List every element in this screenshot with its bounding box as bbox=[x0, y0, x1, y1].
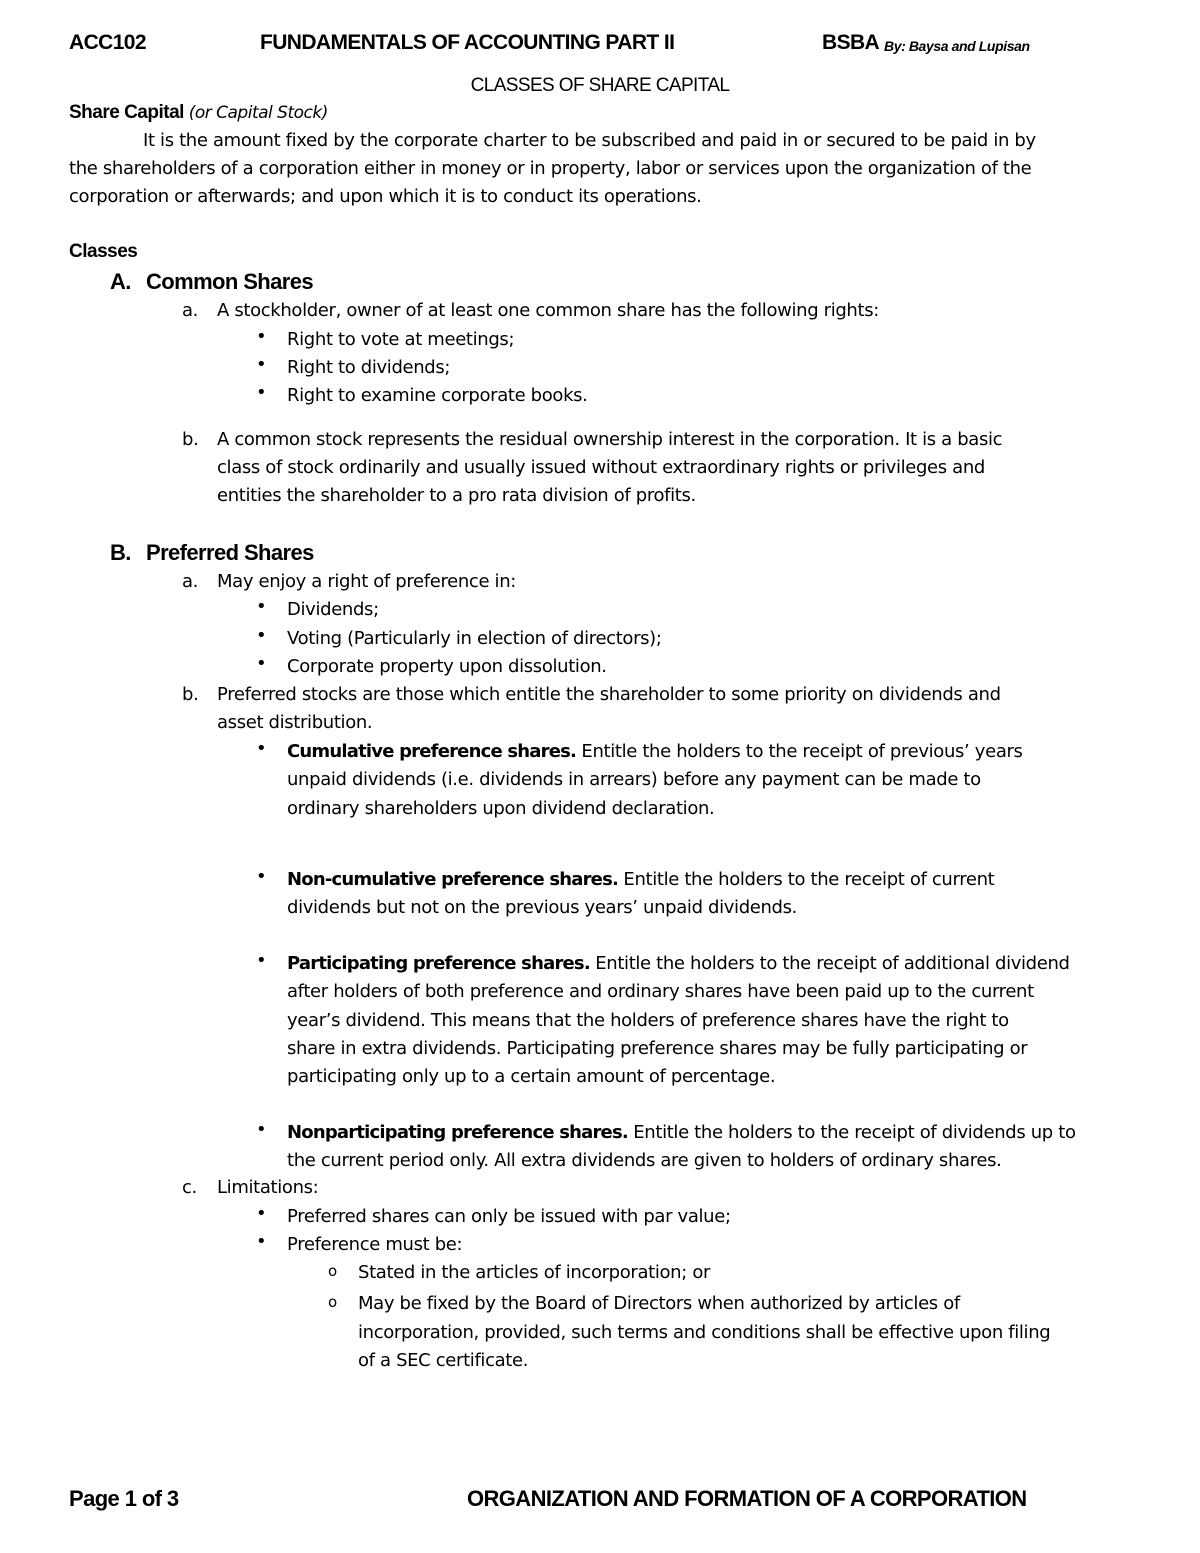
limitation-2: Preference must be: bbox=[287, 1234, 463, 1255]
document-title: CLASSES OF SHARE CAPITAL bbox=[470, 75, 730, 96]
preferred-a-text: May enjoy a right of preference in: bbox=[217, 571, 516, 592]
participating-def: Entitle the holders to the receipt of additional dividend bbox=[589, 953, 1070, 974]
noncumulative-line-2: dividends but not on the previous years’ unpaid dividends. bbox=[287, 897, 798, 918]
bullet-icon: • bbox=[256, 1231, 267, 1252]
circle-bullet-icon: o bbox=[328, 1262, 338, 1280]
share-capital-heading bbox=[69, 102, 328, 124]
cumulative-def: Entitle the holders to the receipt of previous’ years bbox=[576, 741, 1023, 762]
bullet-icon: • bbox=[256, 866, 267, 887]
bullet-icon: • bbox=[256, 1119, 267, 1140]
share-capital-line-2: the shareholders of a corporation either in money or in property, labor or services upon the organization of the bbox=[69, 158, 1032, 179]
bullet-icon: • bbox=[256, 625, 267, 646]
bullet-icon: • bbox=[256, 382, 267, 403]
participating-line-4: share in extra dividends. Participating preference shares may be fully participating or bbox=[287, 1038, 1028, 1059]
share-capital-line-1: It is the amount fixed by the corporate charter to be subscribed and paid in or secured to be paid in by bbox=[143, 130, 1036, 151]
bullet-icon: • bbox=[256, 653, 267, 674]
common-right-1: Right to vote at meetings; bbox=[287, 329, 515, 350]
bullet-icon: • bbox=[256, 326, 267, 347]
share-capital-term: Share Capital bbox=[69, 102, 184, 123]
bullet-icon: • bbox=[256, 950, 267, 971]
participating-line-1 bbox=[287, 950, 1070, 979]
course-title: FUNDAMENTALS OF ACCOUNTING PART II bbox=[260, 31, 675, 54]
common-b-line-1: A common stock represents the residual ownership interest in the corporation. It is a basic bbox=[217, 429, 1003, 450]
authors: By: Baysa and Lupisan bbox=[884, 38, 1030, 54]
nonparticipating-term: Nonparticipating preference shares. bbox=[287, 1122, 628, 1143]
circle-bullet-icon: o bbox=[328, 1293, 338, 1311]
preferred-shares-heading: Preferred Shares bbox=[146, 540, 314, 565]
bullet-icon: • bbox=[256, 738, 267, 759]
participating-line-5: participating only up to a certain amount of percentage. bbox=[287, 1066, 776, 1087]
common-right-2: Right to dividends; bbox=[287, 357, 451, 378]
noncumulative-line-1 bbox=[287, 866, 994, 895]
common-b-line-2: class of stock ordinarily and usually issued without extraordinary rights or privileges and bbox=[217, 457, 985, 478]
common-a-marker: a. bbox=[182, 300, 199, 321]
common-b-line-3: entities the shareholder to a pro rata division of profits. bbox=[217, 485, 696, 506]
program-label: BSBA bbox=[822, 31, 880, 54]
common-right-3: Right to examine corporate books. bbox=[287, 385, 588, 406]
noncumulative-def: Entitle the holders to the receipt of current bbox=[618, 869, 995, 890]
nonparticipating-def: Entitle the holders to the receipt of dividends up to bbox=[627, 1122, 1076, 1143]
participating-line-2: after holders of both preference and ordinary shares have been paid up to the current bbox=[287, 981, 1034, 1002]
preferred-a-marker: a. bbox=[182, 571, 199, 592]
preferred-letter: B. bbox=[110, 540, 131, 565]
limitation-1: Preferred shares can only be issued with par value; bbox=[287, 1206, 731, 1227]
common-a-text: A stockholder, owner of at least one common share has the following rights: bbox=[217, 300, 879, 321]
common-letter: A. bbox=[110, 269, 131, 294]
bullet-icon: • bbox=[256, 1203, 267, 1224]
bullet-icon: • bbox=[256, 354, 267, 375]
preferred-b-line-2: asset distribution. bbox=[217, 712, 373, 733]
cumulative-line-2: unpaid dividends (i.e. dividends in arrears) before any payment can be made to bbox=[287, 769, 981, 790]
cumulative-line-1 bbox=[287, 738, 1023, 767]
classes-heading: Classes bbox=[69, 241, 138, 262]
cumulative-line-3: ordinary shareholders upon dividend declaration. bbox=[287, 798, 715, 819]
preferred-b-marker: b. bbox=[182, 684, 199, 705]
share-capital-note: (or Capital Stock) bbox=[188, 103, 328, 123]
nonparticipating-line-1 bbox=[287, 1119, 1076, 1148]
preference-condition-1: Stated in the articles of incorporation; or bbox=[358, 1262, 711, 1283]
preferred-b-line-1: Preferred stocks are those which entitle the shareholder to some priority on dividends and bbox=[217, 684, 1001, 705]
noncumulative-term: Non-cumulative preference shares. bbox=[287, 869, 619, 890]
limitations-heading: Limitations: bbox=[217, 1177, 319, 1198]
page-number: Page 1 of 3 bbox=[69, 1486, 179, 1511]
preference-condition-2-line-1: May be fixed by the Board of Directors when authorized by articles of bbox=[358, 1293, 960, 1314]
preference-item-2: Voting (Particularly in election of directors); bbox=[287, 628, 662, 649]
bullet-icon: • bbox=[256, 596, 267, 617]
common-shares-heading: Common Shares bbox=[146, 269, 314, 294]
participating-line-3: year’s dividend. This means that the holders of preference shares have the right to bbox=[287, 1010, 1009, 1031]
footer-section-title: ORGANIZATION AND FORMATION OF A CORPORATION bbox=[467, 1486, 1027, 1511]
preference-condition-2-line-2: incorporation, provided, such terms and conditions shall be effective upon filing bbox=[358, 1322, 1051, 1343]
preferred-c-marker: c. bbox=[182, 1177, 197, 1198]
preference-item-1: Dividends; bbox=[287, 599, 379, 620]
nonparticipating-line-2: the current period only. All extra dividends are given to holders of ordinary shares. bbox=[287, 1150, 1002, 1171]
share-capital-line-3: corporation or afterwards; and upon which it is to conduct its operations. bbox=[69, 186, 702, 207]
course-code: ACC102 bbox=[69, 31, 146, 54]
participating-term: Participating preference shares. bbox=[287, 953, 590, 974]
preference-condition-2-line-3: of a SEC certificate. bbox=[358, 1350, 529, 1371]
common-b-marker: b. bbox=[182, 429, 199, 450]
preference-item-3: Corporate property upon dissolution. bbox=[287, 656, 607, 677]
cumulative-term: Cumulative preference shares. bbox=[287, 741, 577, 762]
